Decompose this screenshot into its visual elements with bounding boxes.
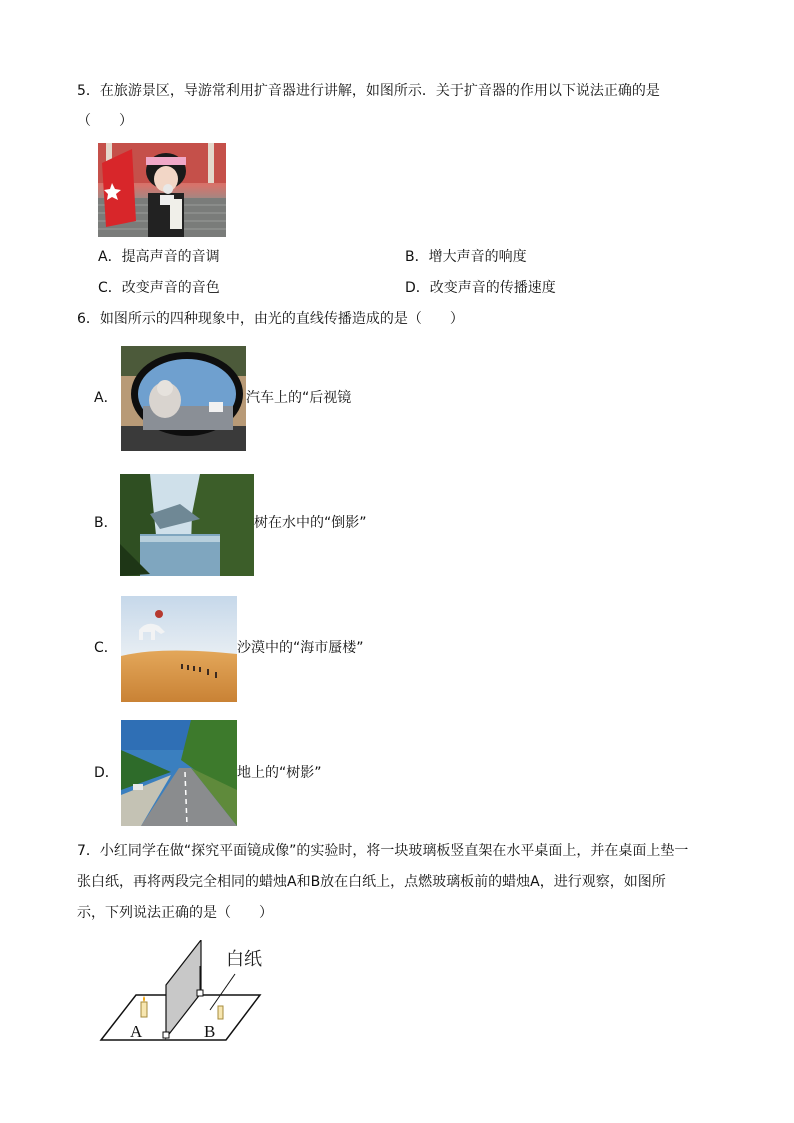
- tree-reflection-photo: [120, 474, 254, 576]
- q6-option-d-letter: D．: [94, 765, 119, 781]
- q6-option-a-letter: A．: [94, 390, 118, 406]
- q5-option-d: D．改变声音的传播速度: [405, 280, 556, 296]
- q5-option-a: A．提高声音的音调: [98, 249, 220, 265]
- white-paper-label: 白纸: [226, 949, 262, 970]
- q6-option-a-caption: 汽车上的“后视镜: [246, 390, 352, 406]
- candle-a-flame: [143, 996, 145, 1002]
- mirror-experiment-diagram: [98, 940, 268, 1044]
- tree-shadow-road-photo: [121, 720, 237, 826]
- rear-view-mirror-photo: [121, 346, 246, 451]
- candle-b: [218, 1006, 223, 1019]
- paper-pointer-line: [210, 974, 235, 1010]
- q7-stem-line1: 7．小红同学在做“探究平面镜成像”的实验时，将一块玻璃板竖直架在水平桌面上，并在桌面上垫一: [77, 843, 689, 859]
- q5-stem-line1: 5．在旅游景区，导游常利用扩音器进行讲解，如图所示．关于扩音器的作用以下说法正确的是: [77, 83, 660, 99]
- q6-stem: 6．如图所示的四种现象中，由光的直线传播造成的是（ ）: [77, 311, 464, 327]
- candle-a: [141, 1002, 147, 1017]
- q6-option-b-caption: 树在水中的“倒影”: [254, 515, 367, 531]
- q6-option-c-caption: 沙漠中的“海市蜃楼”: [237, 640, 364, 656]
- q5-option-b: B．增大声音的响度: [405, 249, 527, 265]
- q6-option-c-letter: C．: [94, 640, 118, 656]
- desert-mirage-photo: [121, 596, 237, 702]
- q6-option-d-caption: 地上的“树影”: [237, 765, 322, 781]
- q5-option-c: C．改变声音的音色: [98, 280, 220, 296]
- q7-stem-line2: 张白纸，再将两段完全相同的蜡烛A和B放在白纸上，点燃玻璃板前的蜡烛A，进行观察，如图所: [77, 874, 666, 890]
- q5-stem-line2: （ ）: [77, 113, 133, 129]
- glass-plate: [166, 940, 201, 1038]
- candle-b-label: B: [204, 1022, 216, 1041]
- candle-a-label: A: [130, 1022, 143, 1041]
- q7-stem-line3: 示，下列说法正确的是（ ）: [77, 905, 273, 921]
- q6-option-b-letter: B．: [94, 515, 118, 531]
- tour-guide-megaphone-photo: [98, 143, 226, 237]
